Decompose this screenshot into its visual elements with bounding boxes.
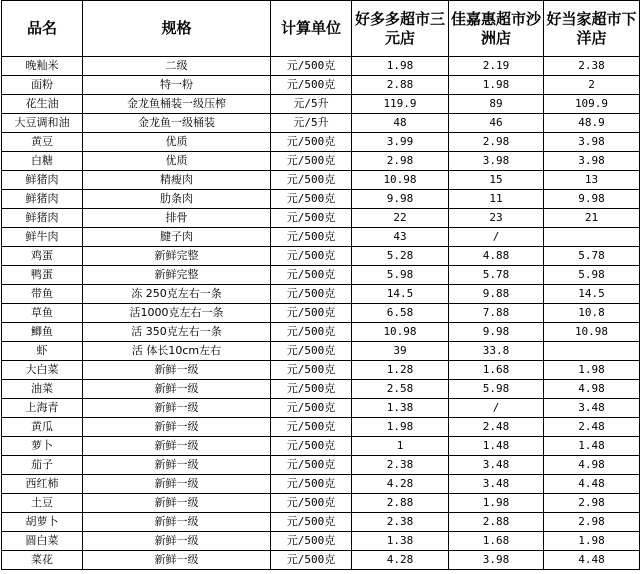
cell-unit: 元/500克 (271, 551, 352, 570)
cell-price-sanyuan: 2.38 (352, 456, 449, 475)
cell-price-xiayang: 4.98 (544, 380, 640, 399)
cell-specification: 肋条肉 (83, 190, 271, 209)
cell-price-shazhou: 3.98 (449, 152, 544, 171)
table-row (2, 551, 640, 570)
table-row (2, 475, 640, 494)
header-product-name: 品名 (2, 1, 83, 57)
cell-specification: 精瘦肉 (83, 171, 271, 190)
cell-price-xiayang: 2.38 (544, 57, 640, 76)
cell-price-xiayang: 1.98 (544, 361, 640, 380)
cell-product-name: 西红柿 (2, 475, 83, 494)
header-row (2, 1, 640, 57)
cell-price-xiayang (544, 228, 640, 247)
cell-product-name: 面粉 (2, 76, 83, 95)
cell-specification: 新鲜一级 (83, 437, 271, 456)
cell-price-xiayang: 48.9 (544, 114, 640, 133)
cell-product-name: 大白菜 (2, 361, 83, 380)
cell-price-shazhou: 3.98 (449, 551, 544, 570)
cell-price-sanyuan: 2.58 (352, 380, 449, 399)
cell-price-shazhou: 1.68 (449, 361, 544, 380)
cell-price-xiayang: 5.98 (544, 266, 640, 285)
cell-price-sanyuan: 2.98 (352, 152, 449, 171)
table-row (2, 285, 640, 304)
cell-price-xiayang: 3.98 (544, 133, 640, 152)
cell-price-shazhou: 1.68 (449, 532, 544, 551)
table-row (2, 190, 640, 209)
cell-price-sanyuan: 10.98 (352, 323, 449, 342)
cell-price-sanyuan: 2.88 (352, 494, 449, 513)
cell-price-shazhou: 2.48 (449, 418, 544, 437)
cell-price-shazhou: 1.98 (449, 76, 544, 95)
cell-specification: 新鲜一级 (83, 380, 271, 399)
cell-price-sanyuan: 1.38 (352, 532, 449, 551)
cell-unit: 元/500克 (271, 171, 352, 190)
price-table (1, 0, 640, 570)
cell-specification: 腱子肉 (83, 228, 271, 247)
cell-product-name: 圆白菜 (2, 532, 83, 551)
cell-unit: 元/500克 (271, 399, 352, 418)
table-row (2, 57, 640, 76)
table-row (2, 228, 640, 247)
cell-price-sanyuan: 4.28 (352, 475, 449, 494)
cell-specification: 新鲜一级 (83, 456, 271, 475)
cell-price-shazhou: / (449, 399, 544, 418)
cell-price-shazhou: 23 (449, 209, 544, 228)
table-row (2, 342, 640, 361)
cell-price-shazhou: / (449, 228, 544, 247)
cell-product-name: 菜花 (2, 551, 83, 570)
cell-unit: 元/500克 (271, 152, 352, 171)
cell-specification: 新鲜一级 (83, 513, 271, 532)
cell-price-xiayang: 2.48 (544, 418, 640, 437)
cell-specification: 优质 (83, 152, 271, 171)
cell-price-shazhou: 5.98 (449, 380, 544, 399)
cell-price-sanyuan: 5.98 (352, 266, 449, 285)
cell-price-shazhou: 5.78 (449, 266, 544, 285)
cell-price-shazhou: 9.98 (449, 323, 544, 342)
cell-unit: 元/500克 (271, 532, 352, 551)
header-specification: 规格 (83, 1, 271, 57)
table-row (2, 399, 640, 418)
table-row (2, 209, 640, 228)
table-row (2, 437, 640, 456)
cell-unit: 元/500克 (271, 76, 352, 95)
cell-price-sanyuan: 3.99 (352, 133, 449, 152)
cell-price-shazhou: 1.98 (449, 494, 544, 513)
cell-unit: 元/500克 (271, 247, 352, 266)
cell-price-xiayang: 1.98 (544, 532, 640, 551)
cell-unit: 元/500克 (271, 133, 352, 152)
cell-product-name: 鸭蛋 (2, 266, 83, 285)
cell-specification: 特一粉 (83, 76, 271, 95)
cell-price-shazhou: 46 (449, 114, 544, 133)
cell-specification: 新鲜完整 (83, 266, 271, 285)
cell-specification: 新鲜一级 (83, 361, 271, 380)
table-row (2, 513, 640, 532)
cell-price-xiayang: 10.8 (544, 304, 640, 323)
cell-specification: 活1000克左右一条 (83, 304, 271, 323)
table-row (2, 304, 640, 323)
cell-price-xiayang: 1.48 (544, 437, 640, 456)
cell-product-name: 鲜牛肉 (2, 228, 83, 247)
table-row (2, 133, 640, 152)
cell-price-xiayang: 3.48 (544, 399, 640, 418)
cell-price-sanyuan: 119.9 (352, 95, 449, 114)
cell-price-shazhou: 2.88 (449, 513, 544, 532)
cell-product-name: 虾 (2, 342, 83, 361)
cell-unit: 元/5升 (271, 114, 352, 133)
cell-price-xiayang: 10.98 (544, 323, 640, 342)
cell-product-name: 鲫鱼 (2, 323, 83, 342)
header-unit: 计算单位 (271, 1, 352, 57)
cell-unit: 元/500克 (271, 437, 352, 456)
cell-product-name: 晚籼米 (2, 57, 83, 76)
cell-price-xiayang: 9.98 (544, 190, 640, 209)
cell-specification: 二级 (83, 57, 271, 76)
cell-product-name: 鸡蛋 (2, 247, 83, 266)
cell-unit: 元/500克 (271, 456, 352, 475)
table-row (2, 494, 640, 513)
cell-unit: 元/500克 (271, 266, 352, 285)
cell-price-sanyuan: 48 (352, 114, 449, 133)
cell-product-name: 胡萝卜 (2, 513, 83, 532)
cell-specification: 新鲜一级 (83, 475, 271, 494)
cell-product-name: 鲜猪肉 (2, 171, 83, 190)
cell-price-xiayang: 3.98 (544, 152, 640, 171)
cell-unit: 元/500克 (271, 209, 352, 228)
cell-price-sanyuan: 1.28 (352, 361, 449, 380)
cell-price-xiayang: 13 (544, 171, 640, 190)
cell-unit: 元/500克 (271, 190, 352, 209)
cell-specification: 新鲜一级 (83, 551, 271, 570)
cell-product-name: 黄豆 (2, 133, 83, 152)
cell-product-name: 花生油 (2, 95, 83, 114)
cell-price-xiayang: 2.98 (544, 494, 640, 513)
cell-specification: 新鲜一级 (83, 494, 271, 513)
cell-specification: 活 350克左右一条 (83, 323, 271, 342)
table-row (2, 95, 640, 114)
cell-product-name: 黄瓜 (2, 418, 83, 437)
cell-price-sanyuan: 10.98 (352, 171, 449, 190)
header-store-sanyuan: 好多多超市三元店 (352, 1, 449, 57)
cell-price-shazhou: 33.8 (449, 342, 544, 361)
cell-price-sanyuan: 5.28 (352, 247, 449, 266)
cell-price-sanyuan: 43 (352, 228, 449, 247)
cell-product-name: 上海青 (2, 399, 83, 418)
cell-price-sanyuan: 1 (352, 437, 449, 456)
table-row (2, 418, 640, 437)
cell-price-sanyuan: 39 (352, 342, 449, 361)
cell-price-xiayang: 109.9 (544, 95, 640, 114)
cell-product-name: 鲜猪肉 (2, 209, 83, 228)
cell-price-xiayang: 21 (544, 209, 640, 228)
header-store-xiayang: 好当家超市下洋店 (544, 1, 640, 57)
table-row (2, 247, 640, 266)
cell-price-shazhou: 9.88 (449, 285, 544, 304)
cell-price-shazhou: 11 (449, 190, 544, 209)
cell-price-sanyuan: 14.5 (352, 285, 449, 304)
cell-unit: 元/500克 (271, 418, 352, 437)
cell-product-name: 鲜猪肉 (2, 190, 83, 209)
cell-specification: 新鲜一级 (83, 418, 271, 437)
table-row (2, 532, 640, 551)
cell-price-xiayang: 4.98 (544, 456, 640, 475)
cell-price-shazhou: 3.48 (449, 456, 544, 475)
cell-specification: 排骨 (83, 209, 271, 228)
cell-price-xiayang: 2 (544, 76, 640, 95)
cell-price-shazhou: 15 (449, 171, 544, 190)
cell-price-sanyuan: 2.88 (352, 76, 449, 95)
cell-product-name: 草鱼 (2, 304, 83, 323)
cell-specification: 金龙鱼桶装一级压榨 (83, 95, 271, 114)
cell-price-xiayang (544, 342, 640, 361)
cell-price-shazhou: 89 (449, 95, 544, 114)
cell-product-name: 萝卜 (2, 437, 83, 456)
cell-specification: 金龙鱼一级桶装 (83, 114, 271, 133)
cell-price-sanyuan: 2.38 (352, 513, 449, 532)
cell-unit: 元/5升 (271, 95, 352, 114)
cell-unit: 元/500克 (271, 361, 352, 380)
cell-price-sanyuan: 4.28 (352, 551, 449, 570)
cell-price-shazhou: 3.48 (449, 475, 544, 494)
cell-product-name: 带鱼 (2, 285, 83, 304)
cell-price-xiayang: 4.48 (544, 475, 640, 494)
cell-product-name: 白糖 (2, 152, 83, 171)
table-row (2, 323, 640, 342)
cell-price-shazhou: 2.19 (449, 57, 544, 76)
cell-price-sanyuan: 9.98 (352, 190, 449, 209)
cell-price-xiayang: 2.98 (544, 513, 640, 532)
table-row (2, 456, 640, 475)
cell-unit: 元/500克 (271, 380, 352, 399)
cell-product-name: 土豆 (2, 494, 83, 513)
cell-price-sanyuan: 22 (352, 209, 449, 228)
cell-unit: 元/500克 (271, 304, 352, 323)
cell-price-shazhou: 1.48 (449, 437, 544, 456)
cell-specification: 新鲜一级 (83, 399, 271, 418)
cell-unit: 元/500克 (271, 323, 352, 342)
table-row (2, 380, 640, 399)
cell-price-sanyuan: 1.98 (352, 418, 449, 437)
cell-price-shazhou: 2.98 (449, 133, 544, 152)
cell-specification: 活 体长10cm左右 (83, 342, 271, 361)
cell-specification: 优质 (83, 133, 271, 152)
table-row (2, 152, 640, 171)
table-row (2, 76, 640, 95)
cell-price-xiayang: 4.48 (544, 551, 640, 570)
cell-price-shazhou: 4.88 (449, 247, 544, 266)
table-row (2, 361, 640, 380)
cell-unit: 元/500克 (271, 57, 352, 76)
cell-product-name: 油菜 (2, 380, 83, 399)
cell-unit: 元/500克 (271, 475, 352, 494)
cell-specification: 冻 250克左右一条 (83, 285, 271, 304)
cell-product-name: 茄子 (2, 456, 83, 475)
table-row (2, 114, 640, 133)
header-store-shazhou: 佳嘉惠超市沙洲店 (449, 1, 544, 57)
table-row (2, 171, 640, 190)
cell-unit: 元/500克 (271, 228, 352, 247)
cell-price-xiayang: 5.78 (544, 247, 640, 266)
cell-price-shazhou: 7.88 (449, 304, 544, 323)
table-body (2, 57, 640, 570)
cell-unit: 元/500克 (271, 342, 352, 361)
cell-specification: 新鲜完整 (83, 247, 271, 266)
cell-unit: 元/500克 (271, 285, 352, 304)
cell-price-sanyuan: 1.98 (352, 57, 449, 76)
cell-unit: 元/500克 (271, 513, 352, 532)
cell-unit: 元/500克 (271, 494, 352, 513)
cell-product-name: 大豆调和油 (2, 114, 83, 133)
cell-price-sanyuan: 6.58 (352, 304, 449, 323)
cell-price-sanyuan: 1.38 (352, 399, 449, 418)
table-row (2, 266, 640, 285)
cell-price-xiayang: 14.5 (544, 285, 640, 304)
cell-specification: 新鲜一级 (83, 532, 271, 551)
